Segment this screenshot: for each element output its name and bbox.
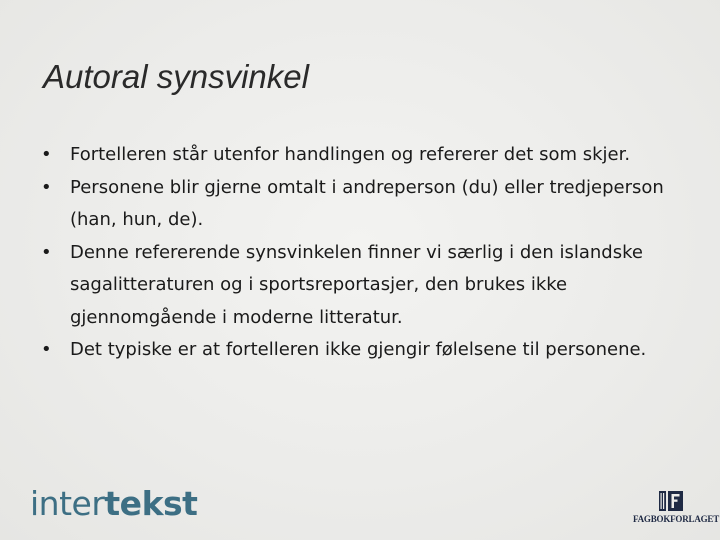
bullet-icon: • xyxy=(41,241,52,263)
intertekst-logo xyxy=(30,484,198,523)
bullet-text: Personene blir gjerne omtalt i andreperson (du) eller tredjeperson (han, hun, de). xyxy=(70,176,664,230)
bullet-icon: • xyxy=(41,339,52,360)
bullet-text: Denne refererende synsvinkelen finner vi særlig i den islandske sagalitteraturen og i sportsreportasjer, den brukes ikke gjennomgående i moderne litteratur. xyxy=(70,241,643,328)
bullet-item xyxy=(34,334,694,367)
slide-title: Autoral synsvinkel xyxy=(43,58,309,95)
fagbokforlaget-logo xyxy=(633,490,720,524)
bullet-icon: • xyxy=(41,144,52,165)
bullet-list xyxy=(34,139,694,367)
logo-text-bold: tekst xyxy=(104,484,198,523)
bullet-text: Fortelleren står utenfor handlingen og refererer det som skjer. xyxy=(70,144,631,165)
logo-text-light: inter xyxy=(30,484,105,523)
book-f-icon xyxy=(658,490,684,512)
bullet-icon: • xyxy=(41,176,52,198)
bullet-item xyxy=(34,172,694,237)
bullet-text: Det typiske er at fortelleren ikke gjengir følelsene til personene. xyxy=(70,339,647,360)
bullet-item xyxy=(34,237,694,335)
bullet-item xyxy=(34,139,694,172)
publisher-name: FAGBOKFORLAGET xyxy=(633,514,720,524)
